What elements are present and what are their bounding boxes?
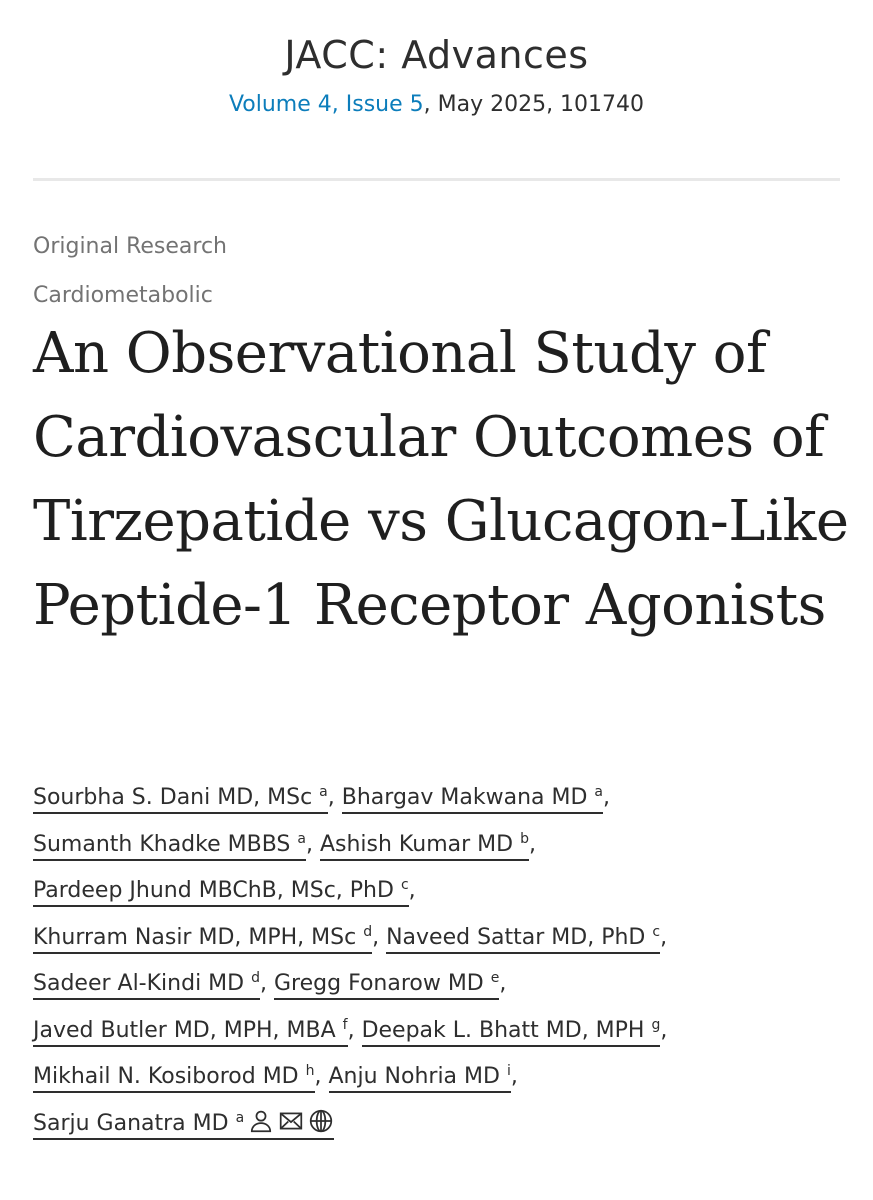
separator: ,	[499, 971, 507, 996]
author-link[interactable]	[362, 1018, 661, 1047]
affiliation-marker: h	[305, 1063, 315, 1079]
author-name: Sadeer Al-Kindi MD	[33, 971, 245, 996]
separator: ,	[260, 971, 267, 996]
author-line	[33, 1008, 863, 1055]
author-link[interactable]	[274, 971, 499, 1000]
author-name: Deepak L. Bhatt MD, MPH	[361, 1017, 645, 1043]
author-link[interactable]	[33, 832, 306, 861]
article-category: Cardiometabolic	[33, 283, 213, 308]
separator: ,	[372, 924, 380, 950]
author-link[interactable]	[33, 1018, 348, 1047]
author-line	[33, 1054, 863, 1101]
separator: ,	[660, 924, 668, 950]
author-line	[33, 961, 863, 1008]
separator: ,	[510, 1064, 518, 1089]
author-link[interactable]	[342, 785, 603, 814]
author-name: Khurram Nasir MD, MPH, MSc	[33, 924, 357, 950]
author-link[interactable]	[33, 878, 409, 907]
author-name: Sourbha S. Dani MD, MSc	[33, 785, 313, 810]
corresponding-author-link[interactable]	[33, 1111, 334, 1140]
author-name: Gregg Fonarow MD	[274, 971, 484, 996]
author-line	[33, 1101, 863, 1148]
separator: ,	[347, 1017, 355, 1043]
affiliation-marker: i	[506, 1063, 511, 1079]
affiliation-marker: a	[594, 784, 604, 800]
affiliation-marker: g	[651, 1016, 661, 1033]
affiliation-marker: b	[520, 830, 529, 847]
author-link[interactable]	[386, 925, 660, 954]
author-name: Pardeep Jhund MBChB, MSc, PhD	[33, 878, 394, 903]
author-name: Naveed Sattar MD, PhD	[386, 924, 646, 950]
affiliation-marker: a	[235, 1109, 245, 1126]
author-list	[33, 775, 863, 1147]
author-name: Anju Nohria MD	[328, 1064, 500, 1089]
author-link[interactable]	[33, 1064, 315, 1093]
affiliation-marker: f	[342, 1016, 348, 1033]
separator: ,	[314, 1064, 322, 1089]
author-link[interactable]	[33, 925, 372, 954]
author-name: Sumanth Khadke MBBS	[33, 831, 291, 857]
author-name: Bhargav Makwana MD	[341, 785, 588, 810]
author-link[interactable]	[33, 785, 328, 814]
affiliation-marker: e	[490, 970, 500, 986]
person-icon	[248, 1105, 274, 1131]
affiliation-marker: a	[319, 784, 328, 800]
separator: ,	[528, 831, 536, 857]
affiliation-marker: c	[652, 923, 661, 940]
journal-meta	[0, 90, 873, 120]
globe-icon	[308, 1105, 334, 1131]
author-name: Mikhail N. Kosiborod MD	[33, 1064, 299, 1089]
author-link[interactable]	[33, 971, 260, 1000]
author-line	[33, 822, 863, 869]
volume-issue-link[interactable]: Volume 4, Issue 5	[228, 92, 424, 117]
separator: ,	[327, 785, 335, 810]
separator: ,	[408, 878, 416, 903]
article-type: Original Research	[33, 234, 227, 259]
separator: ,	[305, 831, 313, 857]
separator: ,	[660, 1017, 668, 1043]
author-link[interactable]	[320, 832, 529, 861]
separator: ,	[603, 785, 611, 810]
author-name: Javed Butler MD, MPH, MBA	[33, 1017, 336, 1043]
article-title: An Observational Study of Cardiovascular Outcomes of Tirzepatide vs Glucagon-Like Peptide-1 Receptor Agonists	[33, 321, 849, 638]
author-line	[33, 868, 863, 915]
affiliation-marker: d	[363, 923, 373, 940]
article-labels	[33, 222, 227, 320]
affiliation-marker: a	[297, 830, 306, 847]
affiliation-marker: c	[400, 877, 409, 893]
header-divider	[33, 178, 840, 181]
issue-date-id: , May 2025, 101740	[423, 92, 645, 117]
affiliation-marker: d	[251, 970, 260, 986]
email-icon	[278, 1105, 304, 1131]
author-line	[33, 915, 863, 962]
author-link[interactable]	[329, 1064, 511, 1093]
journal-header	[0, 0, 873, 120]
author-name: Sarju Ganatra MD	[33, 1110, 229, 1136]
author-name: Ashish Kumar MD	[319, 831, 514, 857]
journal-title[interactable]: JACC: Advances	[284, 33, 589, 77]
author-line	[33, 775, 863, 822]
